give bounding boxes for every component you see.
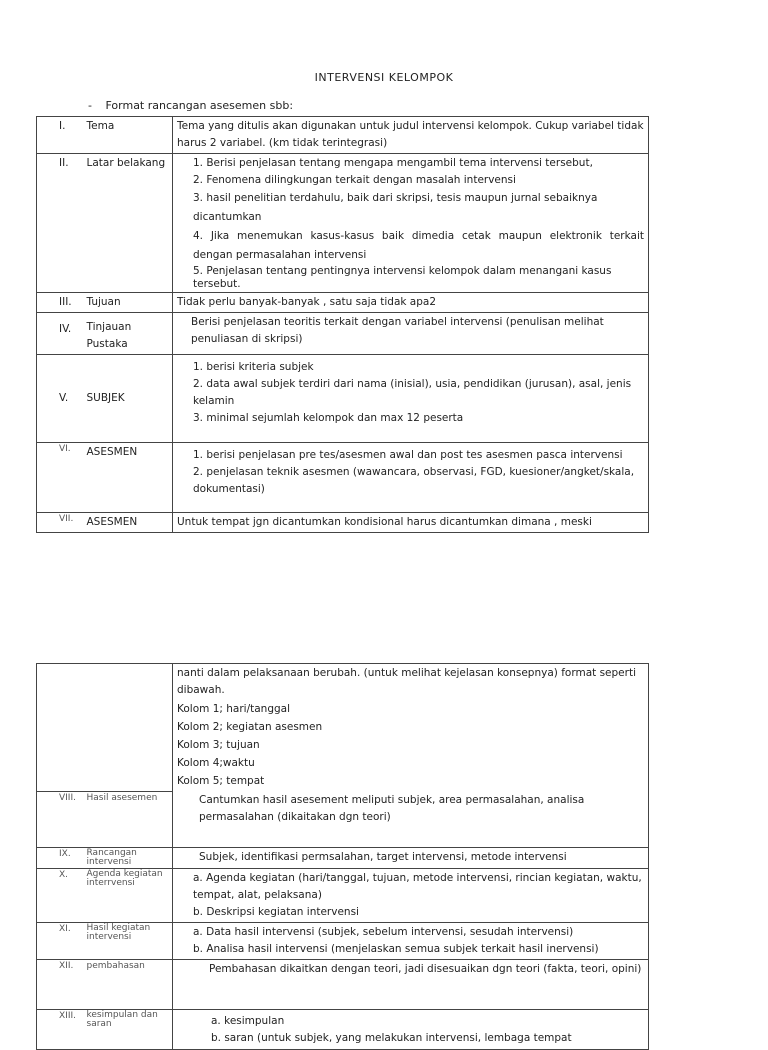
continuation-line: Kolom 2; kegiatan asesmen [177, 721, 323, 733]
row-description [173, 443, 649, 513]
kesimpulan-list [177, 1013, 644, 1047]
row-label: kesimpulan dan saran [83, 1009, 173, 1049]
row-number: II. [37, 154, 83, 293]
row-description: Tidak perlu banyak-banyak , satu saja tidak apa2 [173, 293, 649, 313]
row-label: Agenda kegiatan interrvensi [83, 868, 173, 922]
row-label: SUBJEK [83, 355, 173, 443]
list-item: a. kesimpulan [211, 1014, 285, 1027]
agenda-list [177, 870, 644, 921]
subtitle-text: Format rancangan asesemen sbb: [105, 99, 294, 112]
bullet-dash: - [88, 99, 92, 112]
row-description [173, 154, 649, 293]
row-description: Subjek, identifikasi permsalahan, target intervensi, metode intervensi [173, 847, 649, 868]
row-number: XIII. [37, 1009, 83, 1049]
table-row [37, 117, 649, 154]
table-row [37, 154, 649, 293]
list-item: 3. minimal sejumlah kelompok dan max 12 peserta [193, 412, 464, 424]
row-number-empty [37, 664, 83, 792]
row-number: XI. [37, 922, 83, 959]
asesmen-list [177, 447, 644, 498]
row-number: X. [37, 868, 83, 922]
list-item: 2. Fenomena dilingkungan terkait dengan masalah intervensi [193, 174, 516, 186]
continuation-line: Kolom 1; hari/tanggal [177, 703, 290, 715]
row-description: Cantumkan hasil asesement meliputi subjek, area permasalahan, analisa permasalahan (dikaitakan dgn teori) [173, 791, 649, 847]
list-item: 1. berisi kriteria subjek [193, 361, 314, 373]
row-label: Rancangan intervensi [83, 847, 173, 868]
row-description [173, 922, 649, 959]
continuation-line: Kolom 3; tujuan [177, 739, 260, 751]
format-table-part-2 [36, 663, 649, 1050]
table-row [37, 847, 649, 868]
row-number: IV. [37, 313, 83, 355]
row-number: XII. [37, 959, 83, 1009]
row-label-empty [83, 664, 173, 792]
row-number: I. [37, 117, 83, 154]
table-row [37, 513, 649, 533]
subjek-list [177, 359, 644, 427]
row-number: III. [37, 293, 83, 313]
continuation-line: Kolom 5; tempat [177, 775, 265, 787]
row-label: ASESMEN [83, 513, 173, 533]
table-row [37, 868, 649, 922]
list-item: 3. hasil penelitian terdahulu, baik dari skripsi, tesis maupun jurnal sebaiknya dicantumkan [193, 192, 598, 223]
list-item: 1. Berisi penjelasan tentang mengapa mengambil tema intervensi tersebut, [193, 157, 593, 169]
document-subtitle [88, 99, 293, 112]
table-row [37, 959, 649, 1009]
row-label: Hasil asesemen [83, 791, 173, 847]
list-item: 2. penjelasan teknik asesmen (wawancara, observasi, FGD, kuesioner/angket/skala, dokumentasi) [193, 466, 635, 495]
list-item: 2. data awal subjek terdiri dari nama (inisial), usia, pendidikan (jurusan), asal, jenis kelamin [193, 378, 632, 407]
table-row [37, 922, 649, 959]
list-item: b. saran (untuk subjek, yang melakukan intervensi, lembaga tempat [211, 1031, 572, 1044]
row-label: pembahasan [83, 959, 173, 1009]
row-description [173, 355, 649, 443]
row-description [173, 664, 649, 792]
row-label: Tujuan [83, 293, 173, 313]
list-item: a. Data hasil intervensi (subjek, sebelum intervensi, sesudah intervensi) [193, 925, 574, 938]
row-number: VII. [37, 513, 83, 533]
latar-belakang-list [177, 155, 644, 291]
hasil-kegiatan-list [177, 924, 644, 958]
table-row-continuation [37, 664, 649, 792]
list-item: b. Deskripsi kegiatan intervensi [193, 905, 359, 918]
row-description: Berisi penjelasan teoritis terkait dengan variabel intervensi (penulisan melihat penuliasan di skripsi) [173, 313, 649, 355]
continuation-line: Kolom 4;waktu [177, 757, 255, 769]
table-row [37, 443, 649, 513]
row-number: VIII. [37, 791, 83, 847]
format-table-part-1 [36, 116, 649, 533]
row-label: ASESMEN [83, 443, 173, 513]
row-number: IX. [37, 847, 83, 868]
list-item: b. Analisa hasil intervensi (menjelaskan semua subjek terkait hasil inervensi) [193, 942, 599, 955]
row-description: Pembahasan dikaitkan dengan teori, jadi disesuaikan dgn teori (fakta, teori, opini) [173, 959, 649, 1009]
row-label: Tinjauan Pustaka [83, 313, 173, 355]
row-description [173, 1009, 649, 1049]
table-row [37, 293, 649, 313]
table-row [37, 791, 649, 847]
row-description: Untuk tempat jgn dicantumkan kondisional harus dicantumkan dimana , meski [173, 513, 649, 533]
row-number: V. [37, 355, 83, 443]
row-description: Tema yang ditulis akan digunakan untuk judul intervensi kelompok. Cukup variabel tidak harus 2 variabel. (km tidak terintegrasi) [173, 117, 649, 154]
table-row [37, 1009, 649, 1049]
list-item: 5. Penjelasan tentang pentingnya intervensi kelompok dalam menangani kasus tersebut. [193, 265, 612, 290]
document-title: INTERVENSI KELOMPOK [314, 71, 454, 84]
table-row [37, 313, 649, 355]
continuation-line: nanti dalam pelaksanaan berubah. (untuk melihat kejelasan konsepnya) format seperti dibawah. [177, 667, 636, 696]
list-item: 1. berisi penjelasan pre tes/asesmen awal dan post tes asesmen pasca intervensi [193, 449, 623, 461]
row-label: Tema [83, 117, 173, 154]
row-label: Hasil kegiatan intervensi [83, 922, 173, 959]
row-label: Latar belakang [83, 154, 173, 293]
table-row [37, 355, 649, 443]
row-number: VI. [37, 443, 83, 513]
list-item: 4. Jika menemukan kasus-kasus baik dimedia cetak maupun elektronik terkait dengan permasalahan intervensi [193, 230, 644, 261]
row-description [173, 868, 649, 922]
list-item: a. Agenda kegiatan (hari/tanggal, tujuan, metode intervensi, rincian kegiatan, waktu, tempat, alat, pelaksana) [193, 871, 642, 901]
